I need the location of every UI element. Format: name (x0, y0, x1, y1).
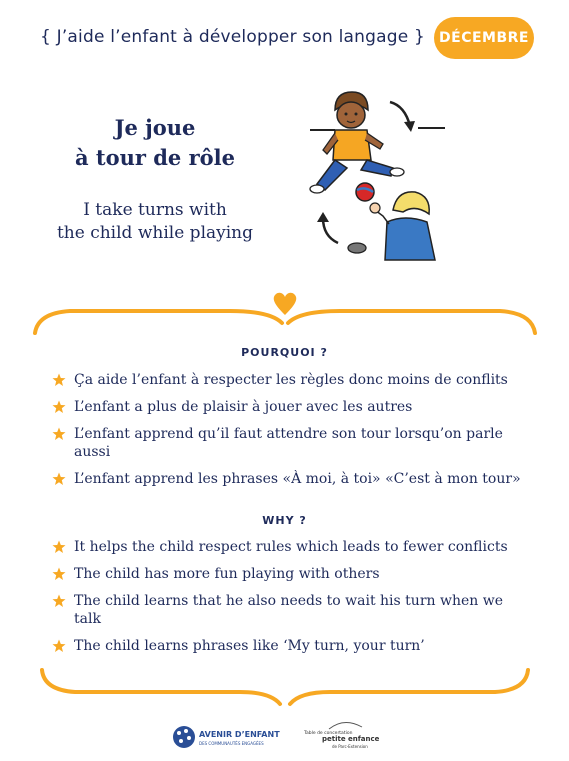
avenir-denfants-logo (172, 724, 280, 754)
heart-icon (274, 293, 297, 315)
pourquoi-list (52, 371, 532, 497)
title-english (40, 199, 270, 245)
title-french (60, 113, 250, 173)
list-item-text: The child learns that he also needs to wait his turn when we talk (74, 593, 503, 627)
title-english-line1: I take turns with (83, 200, 227, 220)
list-item-text: The child has more fun playing with others (74, 566, 380, 582)
star-icon (52, 373, 66, 387)
title-french-line1: Je joue (114, 115, 196, 140)
table-concertation-logo (304, 717, 384, 755)
title-french-line2: à tour de rôle (74, 145, 236, 170)
list-item (52, 470, 532, 488)
logo2-line2: petite enfance (322, 735, 380, 743)
list-item (52, 637, 532, 655)
list-item (52, 398, 532, 416)
top-divider (30, 285, 540, 335)
pourquoi-heading: POURQUOI ? (241, 346, 328, 359)
list-item-text: L’enfant apprend qu’il faut attendre son tour lorsqu’on parle aussi (74, 426, 503, 460)
star-icon (52, 400, 66, 414)
list-item-text: L’enfant apprend les phrases «À moi, à toi» «C’est à mon tour» (74, 471, 521, 487)
star-icon (52, 540, 66, 554)
header-title: { J’aide l’enfant à développer son langage } (40, 27, 426, 47)
star-icon (52, 427, 66, 441)
list-item (52, 538, 532, 556)
list-item (52, 425, 532, 461)
list-item-text: The child learns phrases like ‘My turn, your turn’ (74, 638, 425, 654)
list-item (52, 592, 532, 628)
why-heading: WHY ? (262, 514, 307, 527)
logo2-line1: Table de concertation (304, 731, 353, 736)
logo1-name: AVENIR D’ENFANTS (199, 730, 280, 739)
logo1-subtitle: DES COMMUNAUTÉS ENGAGÉES (199, 741, 264, 746)
star-icon (52, 567, 66, 581)
kids-playing-ball-illustration (305, 88, 450, 263)
bottom-divider (30, 660, 540, 710)
list-item-text: L’enfant a plus de plaisir à jouer avec les autres (74, 399, 413, 415)
star-icon (52, 594, 66, 608)
list-item-text: It helps the child respect rules which leads to fewer conflicts (74, 539, 508, 555)
star-icon (52, 472, 66, 486)
star-icon (52, 639, 66, 653)
month-badge: DÉCEMBRE (434, 17, 534, 59)
list-item (52, 371, 532, 389)
title-english-line2: the child while playing (56, 223, 254, 243)
list-item (52, 565, 532, 583)
list-item-text: Ça aide l’enfant à respecter les règles donc moins de conflits (74, 372, 508, 388)
why-list (52, 538, 532, 664)
logo2-line3: de Parc-Extension (332, 744, 368, 749)
